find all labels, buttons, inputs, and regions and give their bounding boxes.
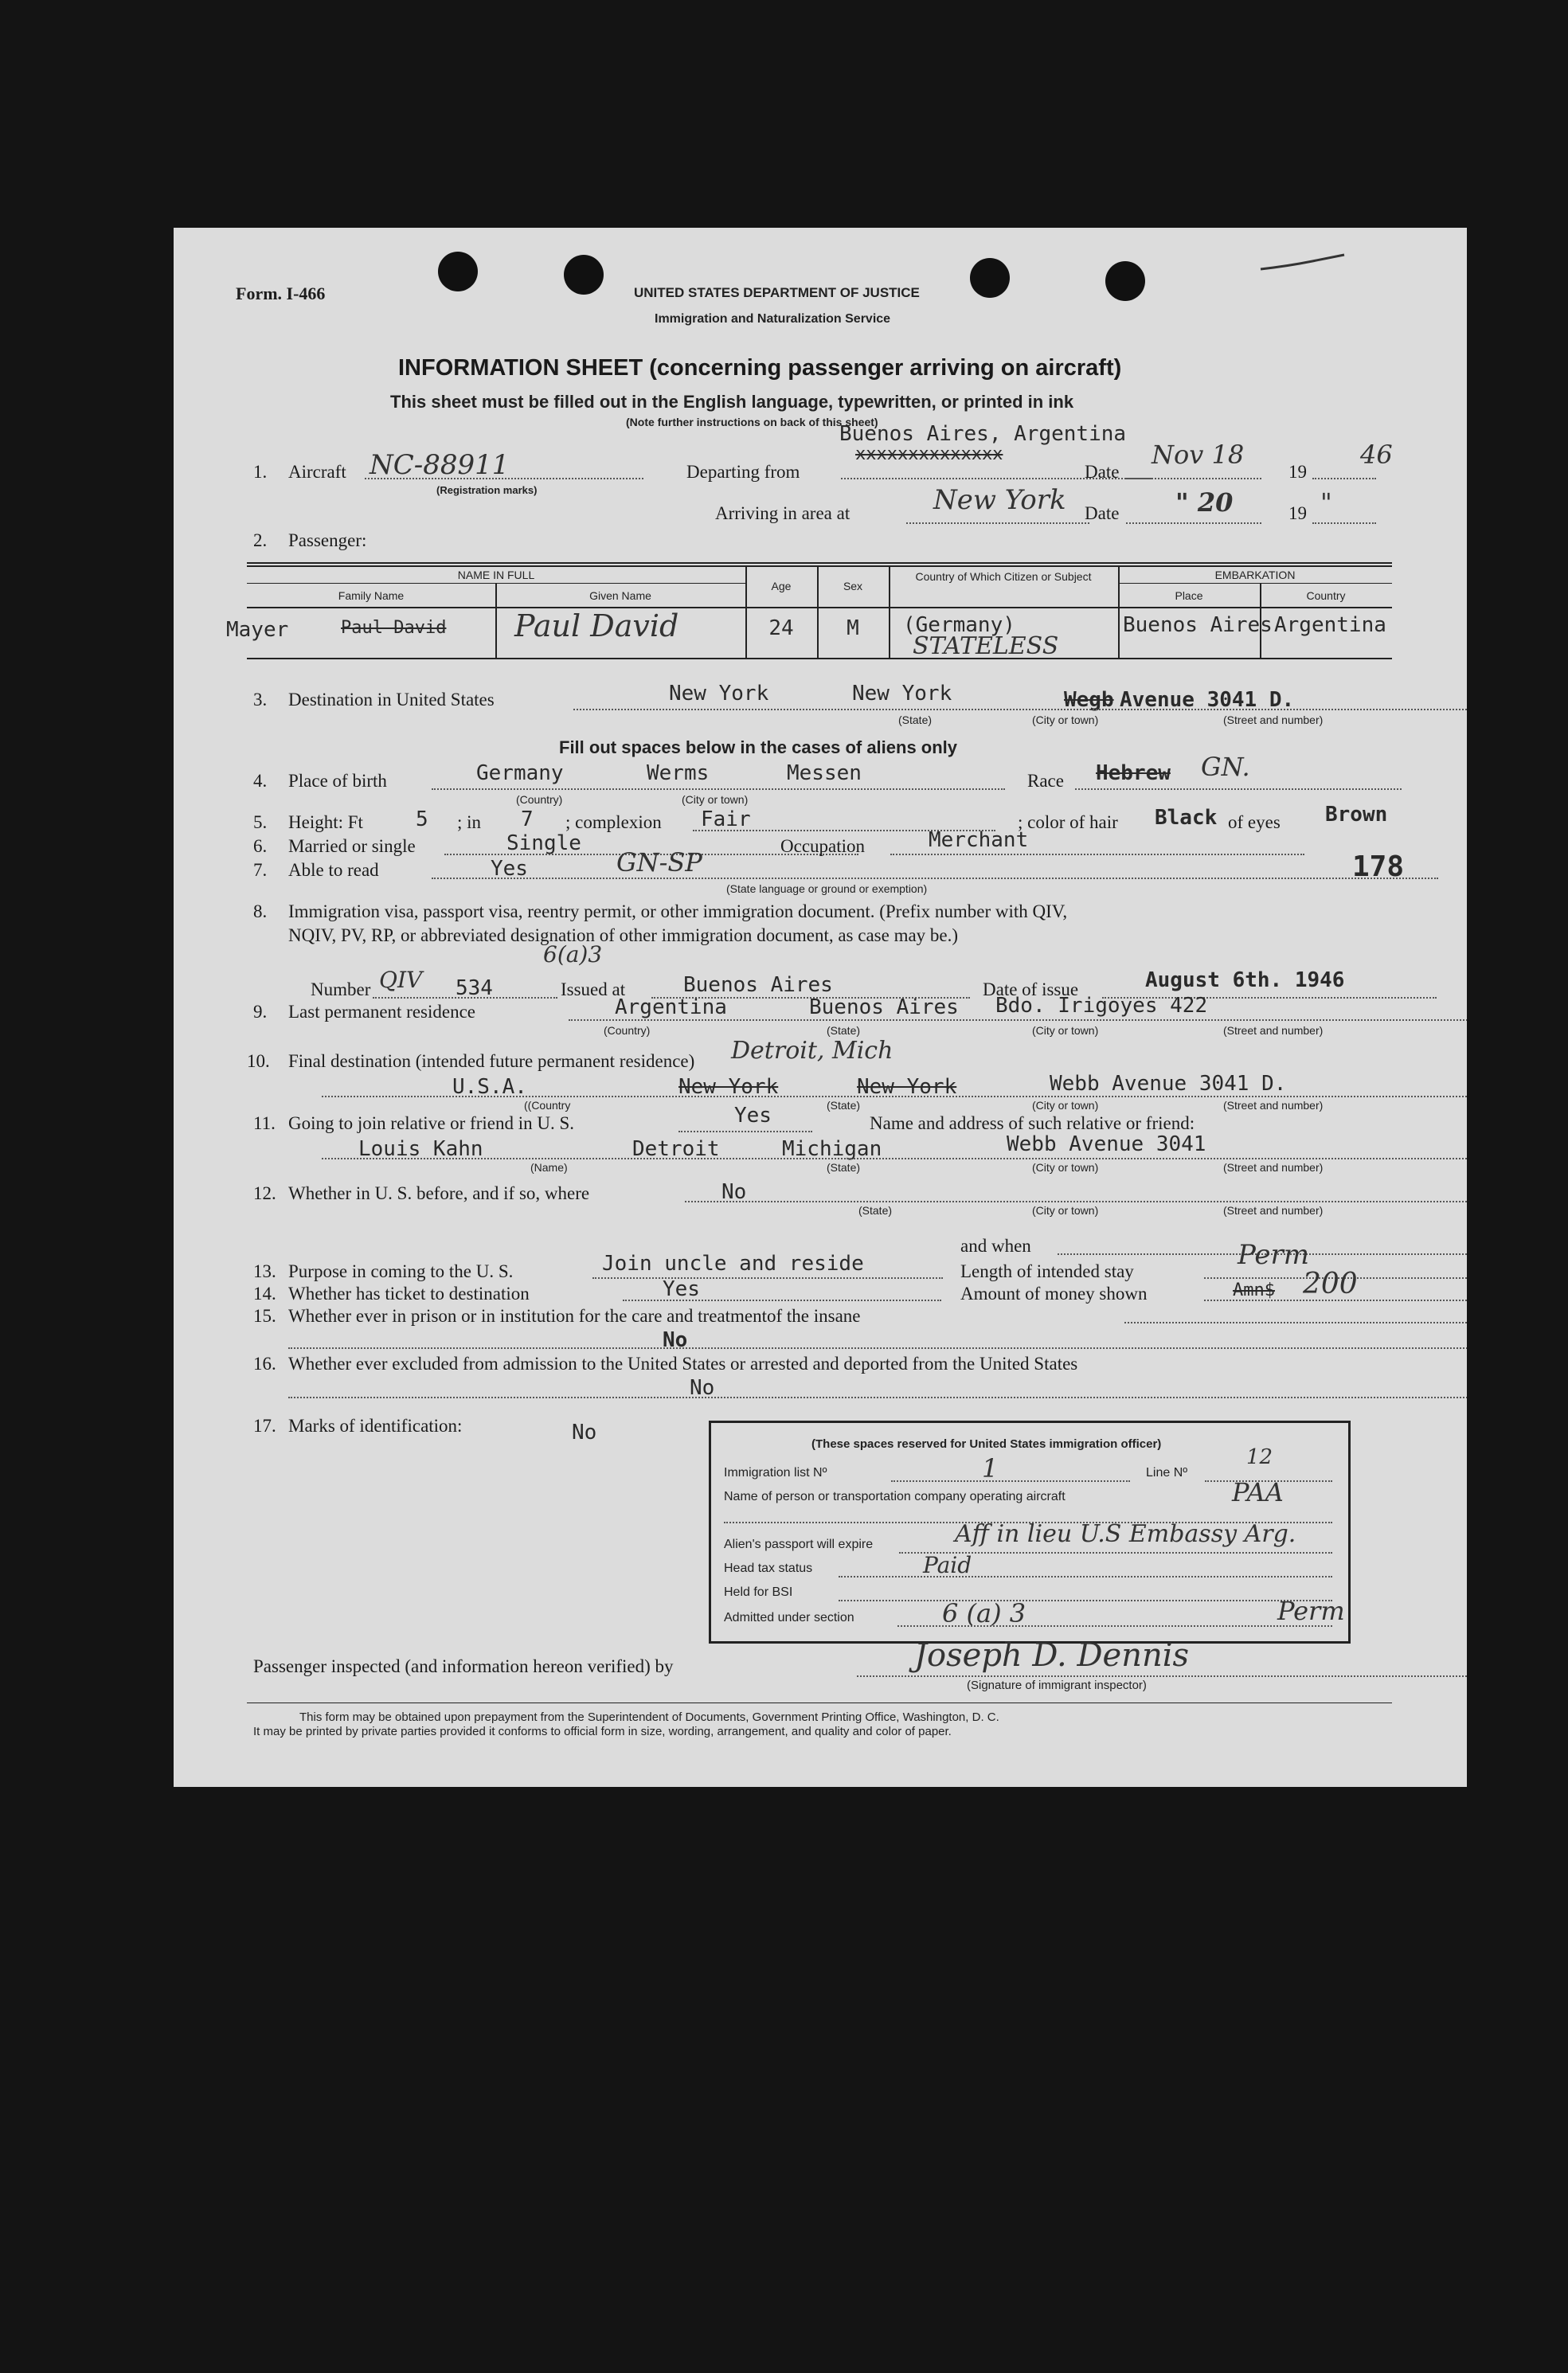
departure-year: 46 [1360, 440, 1393, 470]
caption-state: (State) [898, 713, 933, 726]
item-number: 16. [253, 1354, 276, 1374]
immigration-list-label: Immigration list Nº [724, 1466, 827, 1480]
departing-label: Departing from [686, 462, 800, 482]
caption-state: (State) [827, 1024, 861, 1037]
issued-at-label: Issued at [561, 979, 626, 999]
destination-city: New York [852, 682, 952, 706]
section-label: Admitted under section [724, 1611, 854, 1624]
item-number: 5. [253, 812, 268, 832]
item-number: 7. [253, 860, 268, 880]
residence-street: Bdo. Irigoyes 422 [995, 994, 1208, 1018]
arriving-label: Arriving in area at [715, 503, 850, 523]
birth-city-2: Messen [787, 761, 862, 785]
caption-state: (State) [858, 1204, 893, 1217]
passenger-label: Passenger: [288, 530, 367, 550]
section-value: 6 (a) 3 [942, 1598, 1026, 1628]
aliens-section-header: Fill out spaces below in the cases of aliens only [559, 737, 958, 757]
passenger-table [226, 562, 1392, 660]
marital-label: Married or single [288, 836, 416, 856]
visa-type-handwritten: QIV [379, 967, 423, 993]
ticket-value: Yes [663, 1277, 700, 1301]
height-inches: 7 [521, 807, 534, 831]
form-sheet [174, 228, 1467, 1787]
date-label-2: Date [1085, 503, 1120, 523]
residence-country: Argentina [615, 995, 727, 1019]
margin-number: 178 [1352, 850, 1405, 883]
family-name-value: Mayer [226, 618, 289, 642]
company-value: PAA [1232, 1477, 1284, 1507]
read-language-handwritten: GN-SP [616, 847, 702, 878]
item-number: 9. [253, 1002, 268, 1022]
caption-city: (City or town) [682, 793, 749, 806]
visa-number: 534 [456, 976, 493, 1000]
arrival-date: " 20 [1175, 487, 1234, 518]
destination-street-struck: Wegb [1064, 688, 1114, 712]
purpose-value: Join uncle and reside [602, 1252, 864, 1276]
form-number: Form. I-466 [236, 283, 326, 303]
hair-value: Black [1155, 806, 1218, 830]
name-in-full-header: NAME IN FULL [457, 569, 535, 581]
relative-name: Louis Kahn [358, 1137, 483, 1161]
and-when-label: and when [960, 1236, 1031, 1256]
instructions-line-1: This sheet must be filled out in the English language, typewritten, or printed in ink [390, 392, 1074, 412]
item-number: 10. [247, 1051, 270, 1071]
relative-state: Michigan [782, 1137, 882, 1161]
embarkation-header: EMBARKATION [1214, 569, 1296, 581]
issued-at-value: Buenos Aires [683, 973, 833, 997]
final-destination-state-struck: New York [678, 1075, 779, 1099]
money-handwritten: 200 [1303, 1268, 1358, 1300]
family-name-struck: Paul David [341, 618, 447, 638]
money-label: Amount of money shown [960, 1284, 1148, 1304]
pen-mark-icon [1257, 252, 1352, 276]
relative-street: Webb Avenue 3041 [1007, 1132, 1206, 1156]
date-of-issue-label: Date of issue [983, 979, 1079, 999]
service-name: Immigration and Naturalization Service [655, 312, 891, 326]
embarkation-place-value: Buenos Aires [1123, 613, 1273, 637]
officer-box [709, 1421, 1351, 1644]
department-name: UNITED STATES DEPARTMENT OF JUSTICE [634, 285, 920, 300]
relative-city: Detroit [632, 1137, 720, 1161]
us-before-value: No [721, 1180, 747, 1204]
height-feet: 5 [416, 807, 428, 831]
caption-state: (State) [827, 1161, 861, 1174]
aircraft-value: NC-88911 [370, 449, 510, 481]
destination-street: Avenue 3041 D. [1120, 688, 1295, 712]
final-destination-country: U.S.A. [452, 1075, 527, 1099]
passport-label: Alien's passport will expire [724, 1538, 874, 1551]
occupation-label: Occupation [780, 836, 866, 856]
final-destination-handwritten: Detroit, Mich [731, 1037, 893, 1065]
caption-street: (Street and number) [1223, 1099, 1324, 1112]
company-label: Name of person or transportation company operating aircraft [724, 1490, 1066, 1503]
citizen-value: (Germany) [903, 613, 1015, 637]
destination-state: New York [669, 682, 769, 706]
join-relative-value: Yes [734, 1104, 772, 1128]
caption-name: (Name) [530, 1161, 568, 1174]
year-prefix-2: 19 [1288, 503, 1307, 523]
country-header: Country [1306, 589, 1346, 602]
inspected-label: Passenger inspected (and information hereon verified) by [253, 1656, 674, 1676]
place-header: Place [1175, 589, 1203, 602]
us-before-label: Whether in U. S. before, and if so, where [288, 1183, 590, 1203]
age-value: 24 [768, 616, 794, 640]
birth-city: Werms [647, 761, 710, 785]
registration-caption: (Registration marks) [436, 484, 538, 496]
punch-hole [438, 252, 478, 291]
signature-caption: (Signature of immigrant inspector) [967, 1679, 1147, 1692]
item-number: 6. [253, 836, 268, 856]
punch-hole [564, 255, 604, 295]
caption-city: (City or town) [1032, 713, 1099, 726]
item-number: 15. [253, 1306, 276, 1326]
caption-street: (Street and number) [1223, 1161, 1324, 1174]
sex-header: Sex [843, 580, 863, 592]
citizen-header: Country of Which Citizen or Subject [915, 570, 1092, 583]
caption-street: (Street and number) [1223, 1024, 1324, 1037]
read-caption: (State language or ground or exemption) [726, 882, 928, 895]
footer-line-2: It may be printed by private parties provided it conforms to official form in size, wording, arrangement, and quality and color of paper. [253, 1725, 952, 1738]
item-number: 13. [253, 1261, 276, 1281]
residence-city: Buenos Aires [809, 995, 959, 1019]
caption-city: (City or town) [1032, 1024, 1099, 1037]
footer-line-1: This form may be obtained upon prepayment from the Superintendent of Documents, Government Printing Office, Washington, D. C. [299, 1710, 999, 1724]
item-number: 1. [253, 462, 268, 482]
birthplace-label: Place of birth [288, 771, 387, 791]
given-name-header: Given Name [589, 589, 651, 602]
instructions-line-2: (Note further instructions on back of this sheet) [626, 416, 878, 428]
purpose-label: Purpose in coming to the U. S. [288, 1261, 514, 1281]
family-name-header: Family Name [338, 589, 405, 602]
item-number: 3. [253, 690, 268, 710]
height-label: Height: Ft [288, 812, 363, 832]
item-number: 11. [253, 1113, 276, 1133]
money-struck: Amn$ [1233, 1280, 1275, 1300]
residence-label: Last permanent residence [288, 1002, 475, 1022]
visa-handwritten-section: 6(a)3 [543, 941, 603, 968]
passport-value: Aff in lieu U.S Embassy Arg. [955, 1520, 1296, 1548]
departing-value: Buenos Aires, Argentina [839, 422, 1127, 446]
prison-label: Whether ever in prison or in institution for the care and treatmentof the insane [288, 1306, 861, 1326]
item-number: 14. [253, 1284, 276, 1304]
destination-label: Destination in United States [288, 690, 495, 710]
visa-text-line-2: NQIV, PV, RP, or abbreviated designation of other immigration document, as case may be.) [288, 925, 959, 945]
inches-label: ; in [457, 812, 482, 832]
item-number: 17. [253, 1416, 276, 1436]
excluded-label: Whether ever excluded from admission to the United States or arrested and deported from the United States [288, 1354, 1078, 1374]
complexion-label: ; complexion [565, 812, 662, 832]
item-number: 8. [253, 901, 268, 921]
stay-handwritten: Perm [1238, 1239, 1309, 1271]
citizen-handwritten: STATELESS [913, 632, 1059, 660]
head-tax-value: Paid [923, 1552, 972, 1578]
eyes-label: of eyes [1228, 812, 1281, 832]
arrival-year: " [1320, 487, 1332, 518]
departure-date: Nov 18 [1152, 440, 1245, 470]
join-relative-label: Going to join relative or friend in U. S. [288, 1113, 574, 1133]
form-title: INFORMATION SHEET (concerning passenger arriving on aircraft) [398, 355, 1122, 381]
final-destination-label: Final destination (intended future permanent residence) [288, 1051, 695, 1071]
officer-box-title: (These spaces reserved for United States immigration officer) [811, 1437, 1162, 1451]
read-value: Yes [491, 857, 528, 881]
race-label: Race [1027, 771, 1064, 791]
item-number: 2. [253, 530, 268, 550]
caption-country: (Country) [516, 793, 563, 806]
caption-street: (Street and number) [1223, 1204, 1324, 1217]
visa-text-line-1: Immigration visa, passport visa, reentry permit, or other immigration document. (Prefix number with QIV, [288, 901, 1068, 921]
marks-label: Marks of identification: [288, 1416, 463, 1436]
race-struck: Hebrew [1096, 761, 1171, 785]
aircraft-label: Aircraft [288, 462, 346, 482]
inspector-signature: Joseph D. Dennis [914, 1637, 1190, 1674]
item-number: 12. [253, 1183, 276, 1203]
stay-label: Length of intended stay [960, 1261, 1134, 1281]
relative-name-label: Name and address of such relative or friend: [870, 1113, 1195, 1133]
punch-hole [970, 258, 1010, 298]
marks-value: No [572, 1421, 597, 1445]
section-margin-handwritten: Perm [1277, 1596, 1345, 1626]
caption-country: ((Country [524, 1099, 571, 1112]
year-prefix: 19 [1288, 462, 1307, 482]
date-label: Date [1085, 462, 1120, 482]
hair-label: ; color of hair [1018, 812, 1118, 832]
arriving-value: New York [933, 484, 1066, 516]
prison-value: No [663, 1328, 688, 1352]
caption-city: (City or town) [1032, 1099, 1099, 1112]
birth-country: Germany [476, 761, 564, 785]
embarkation-country-value: Argentina [1274, 613, 1386, 637]
number-label: Number [311, 979, 371, 999]
item-number: 4. [253, 771, 268, 791]
line-no-value: 12 [1246, 1445, 1273, 1469]
departing-struck: xxxxxxxxxxxxxx [855, 444, 1003, 464]
final-destination-street: Webb Avenue 3041 D. [1050, 1072, 1287, 1096]
caption-city: (City or town) [1032, 1161, 1099, 1174]
caption-state: (State) [827, 1099, 861, 1112]
caption-street: (Street and number) [1223, 713, 1324, 726]
line-no-label: Line Nº [1146, 1466, 1188, 1480]
immigration-list-value: 1 [982, 1453, 999, 1484]
age-header: Age [771, 580, 792, 592]
head-tax-label: Head tax status [724, 1562, 813, 1575]
punch-hole [1105, 261, 1145, 301]
caption-country: (Country) [604, 1024, 651, 1037]
final-destination-city-struck: New York [857, 1075, 957, 1099]
date-of-issue-value: August 6th. 1946 [1145, 968, 1345, 992]
ticket-label: Whether has ticket to destination [288, 1284, 530, 1304]
complexion-value: Fair [701, 807, 751, 831]
given-name-value: Paul David [514, 608, 679, 643]
bsi-label: Held for BSI [724, 1585, 793, 1599]
caption-city: (City or town) [1032, 1204, 1099, 1217]
occupation-value: Merchant [929, 828, 1029, 852]
marital-value: Single [506, 831, 581, 855]
read-label: Able to read [288, 860, 379, 880]
sex-value: M [847, 616, 859, 640]
race-handwritten: GN. [1201, 752, 1250, 782]
excluded-value: No [690, 1376, 715, 1400]
eyes-value: Brown [1325, 803, 1388, 827]
